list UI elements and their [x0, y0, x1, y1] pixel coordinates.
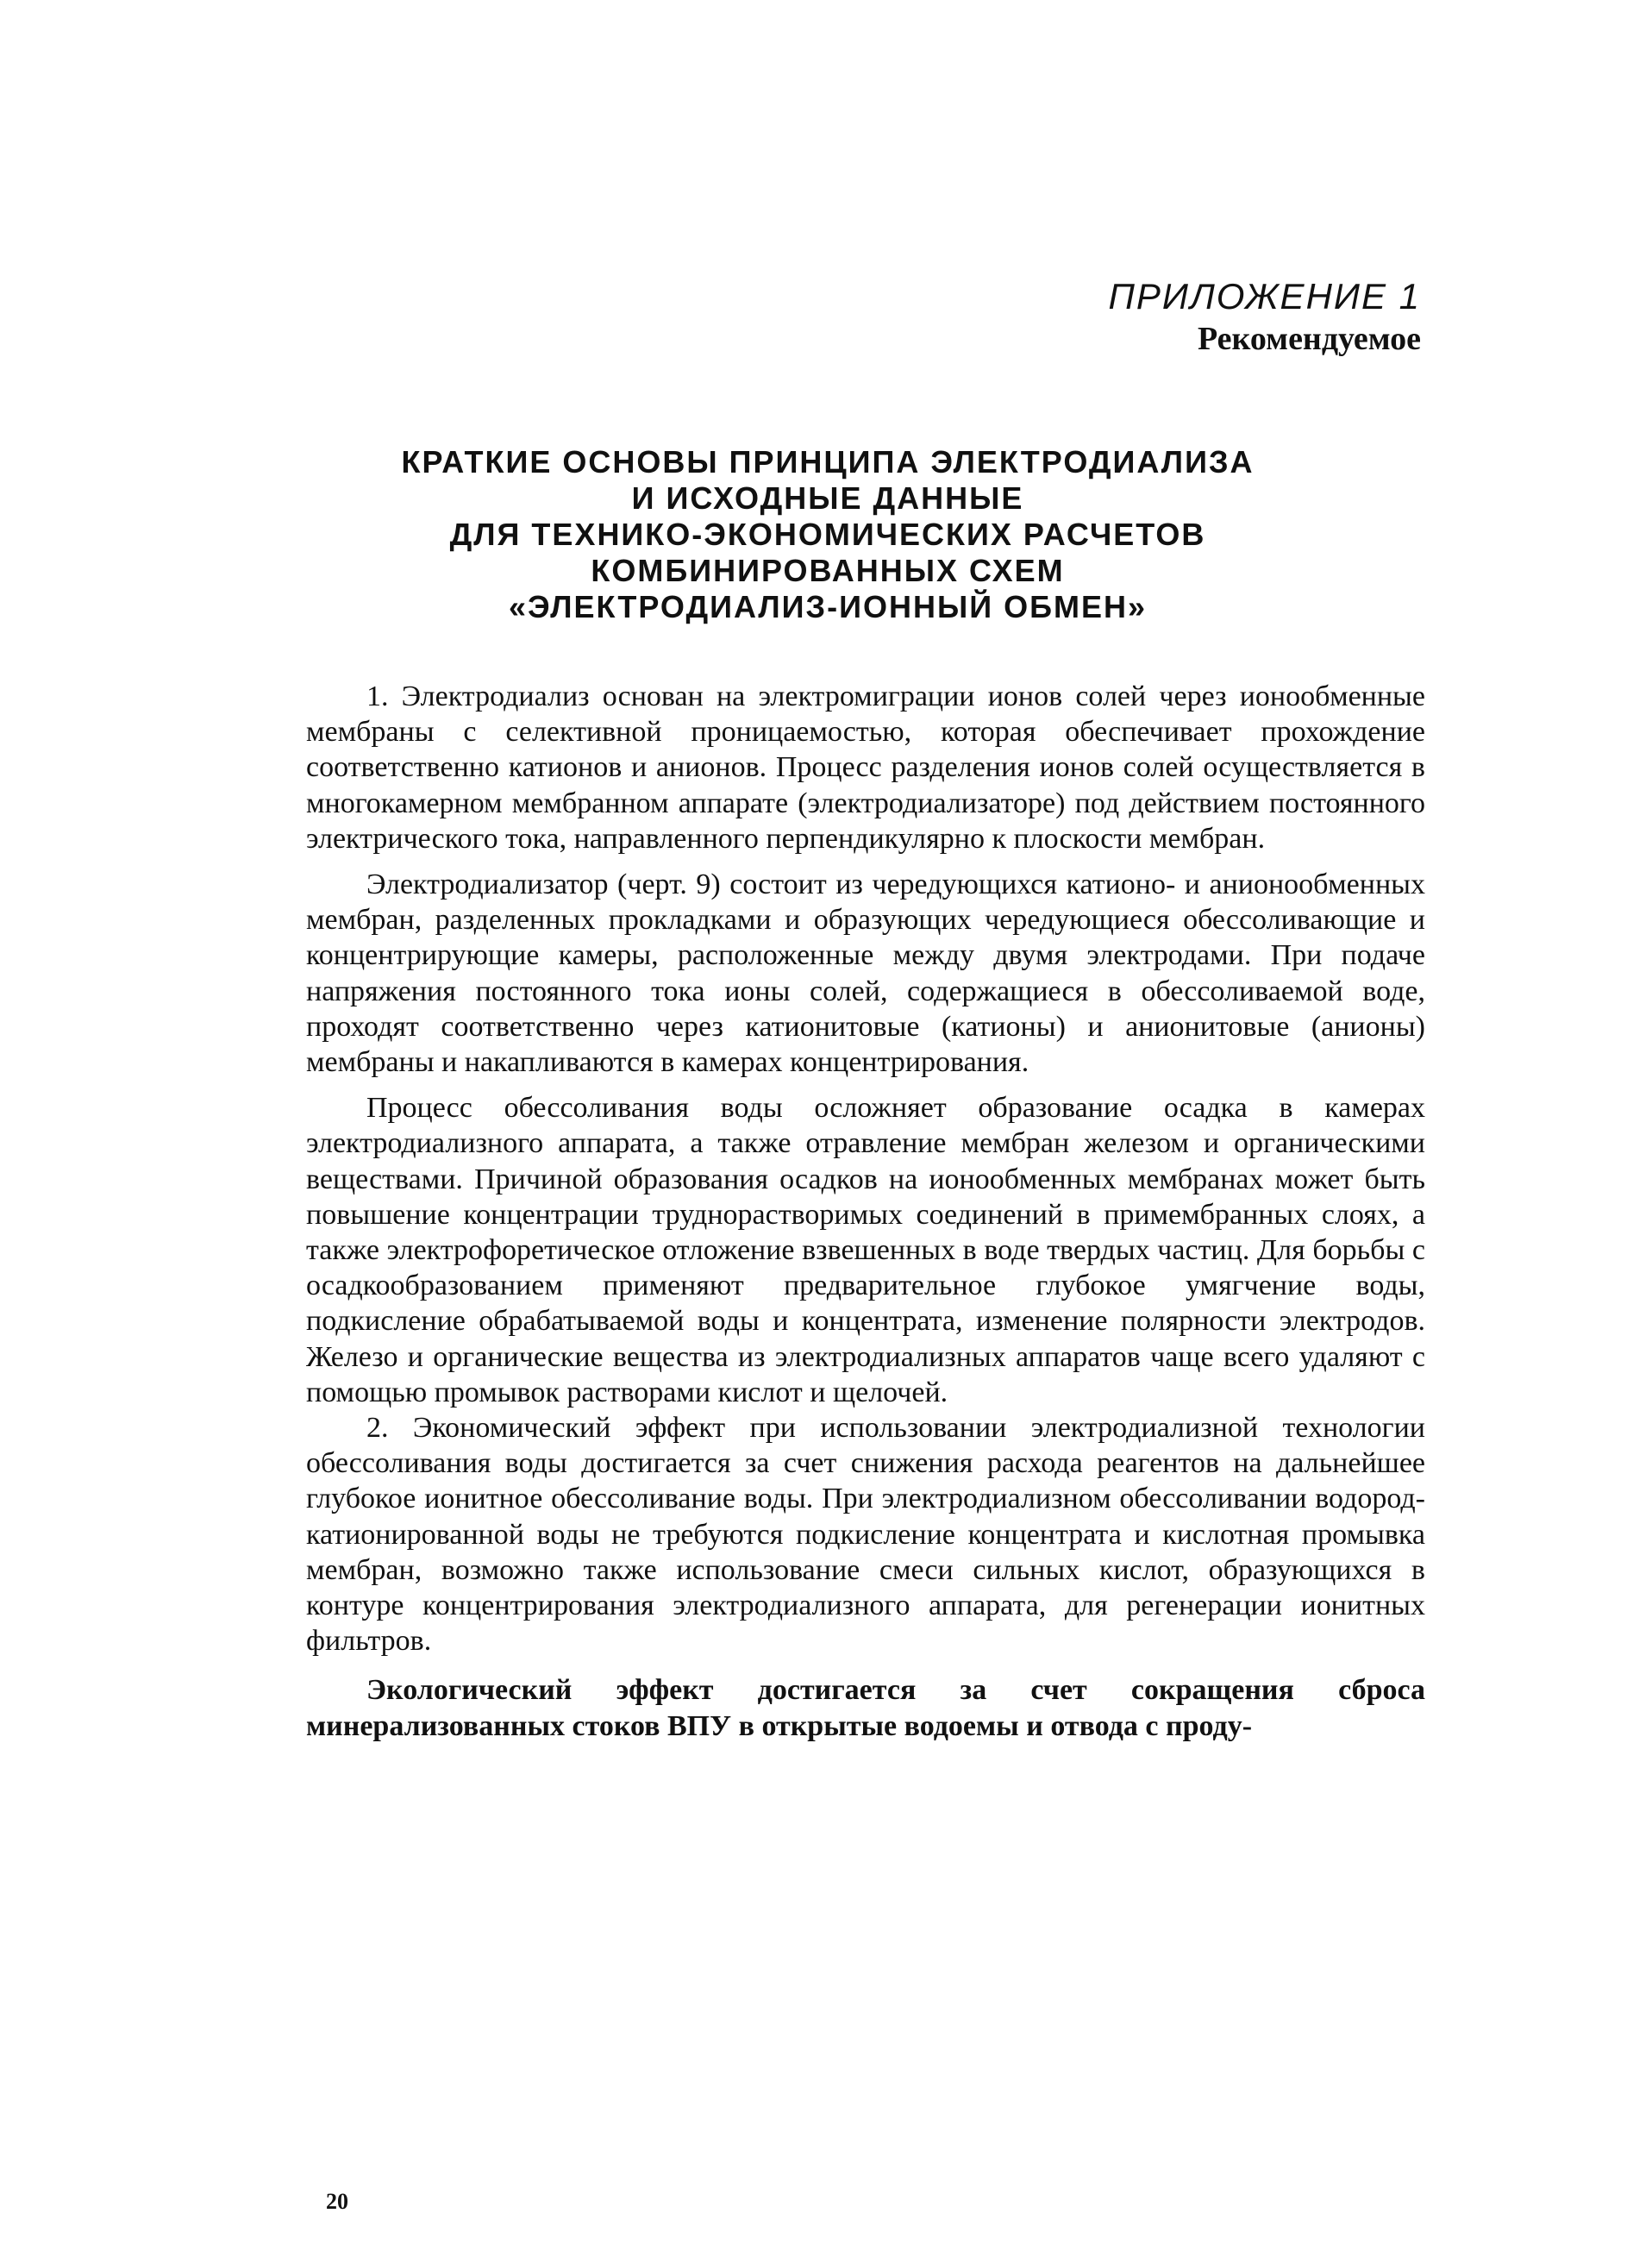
paragraph-2: Электродиализатор (черт. 9) состоит из чередующихся катионо- и анионообменных мембран, разделенных прокладками и образующих чередующиеся обессоливающие и концентрирующие камеры, расположенные между двумя электродами. При подаче напряжения постоянного тока ионы солей, содержащиеся в обессоливаемой воде, проходят соответственно через катионитовые (катионы) и анионитовые (анионы) мембраны и накапливаются в камерах концентрирования.: [306, 868, 1425, 1079]
body-text: [306, 679, 1425, 1744]
appendix-label: ПРИЛОЖЕНИЕ 1: [1108, 276, 1421, 317]
document-title: [310, 444, 1345, 625]
paragraph-3: Процесс обессоливания воды осложняет образование осадка в камерах электродиализного аппарата, а также отравление мембран железом и органическими веществами. Причиной образования осадков на ионообменных мембранах может быть повышение концентрации труднорастворимых соединений в примембранных слоях, а также электрофоретическое отложение взвешенных в воде твердых частиц. Для борьбы с осадкообразованием применяют предварительное глубокое умягчение воды, подкисление обрабатываемой воды и концентрата, изменение полярности электродов. Железо и органические вещества из электродиализных аппаратов чаще всего удаляют с помощью промывок растворами кислот и щелочей.: [306, 1092, 1425, 1408]
title-line: КОМБИНИРОВАННЫХ СХЕМ: [591, 553, 1065, 588]
paragraph-5: Экологический эффект достигается за счет сокращения сброса минерализованных стоков ВПУ в открытые водоемы и отвода с проду-: [306, 1674, 1425, 1742]
paragraph-1: 1. Электродиализ основан на электромиграции ионов солей через ионообменные мембраны с селективной проницаемостью, которая обеспечивает прохождение соответственно катионов и анионов. Процесс разделения ионов солей осуществляется в многокамерном мембранном аппарате (электродиализаторе) под действием постоянного электрического тока, направленного перпендикулярно к плоскости мембран.: [306, 680, 1425, 855]
title-line: «ЭЛЕКТРОДИАЛИЗ-ИОННЫЙ ОБМЕН»: [509, 589, 1147, 624]
appendix-header: [1108, 274, 1421, 359]
page-number: 20: [326, 2189, 348, 2214]
title-line: И ИСХОДНЫЕ ДАННЫЕ: [631, 480, 1024, 516]
appendix-status: Рекомендуемое: [1197, 321, 1421, 357]
title-line: КРАТКИЕ ОСНОВЫ ПРИНЦИПА ЭЛЕКТРОДИАЛИЗА: [401, 444, 1255, 480]
paragraph-4: 2. Экономический эффект при использовании электродиализной технологии обессоливания воды достигается за счет снижения расхода реагентов на дальнейшее глубокое ионитное обессоливание воды. При электродиализном обессоливании водород-катионированной воды не требуются подкисление концентрата и кислотная промывка мембран, возможно также использование смеси сильных кислот, образующихся в контуре концентрирования электродиализного аппарата, для регенерации ионитных фильтров.: [306, 1412, 1425, 1658]
title-line: ДЛЯ ТЕХНИКО-ЭКОНОМИЧЕСКИХ РАСЧЕТОВ: [449, 517, 1206, 552]
